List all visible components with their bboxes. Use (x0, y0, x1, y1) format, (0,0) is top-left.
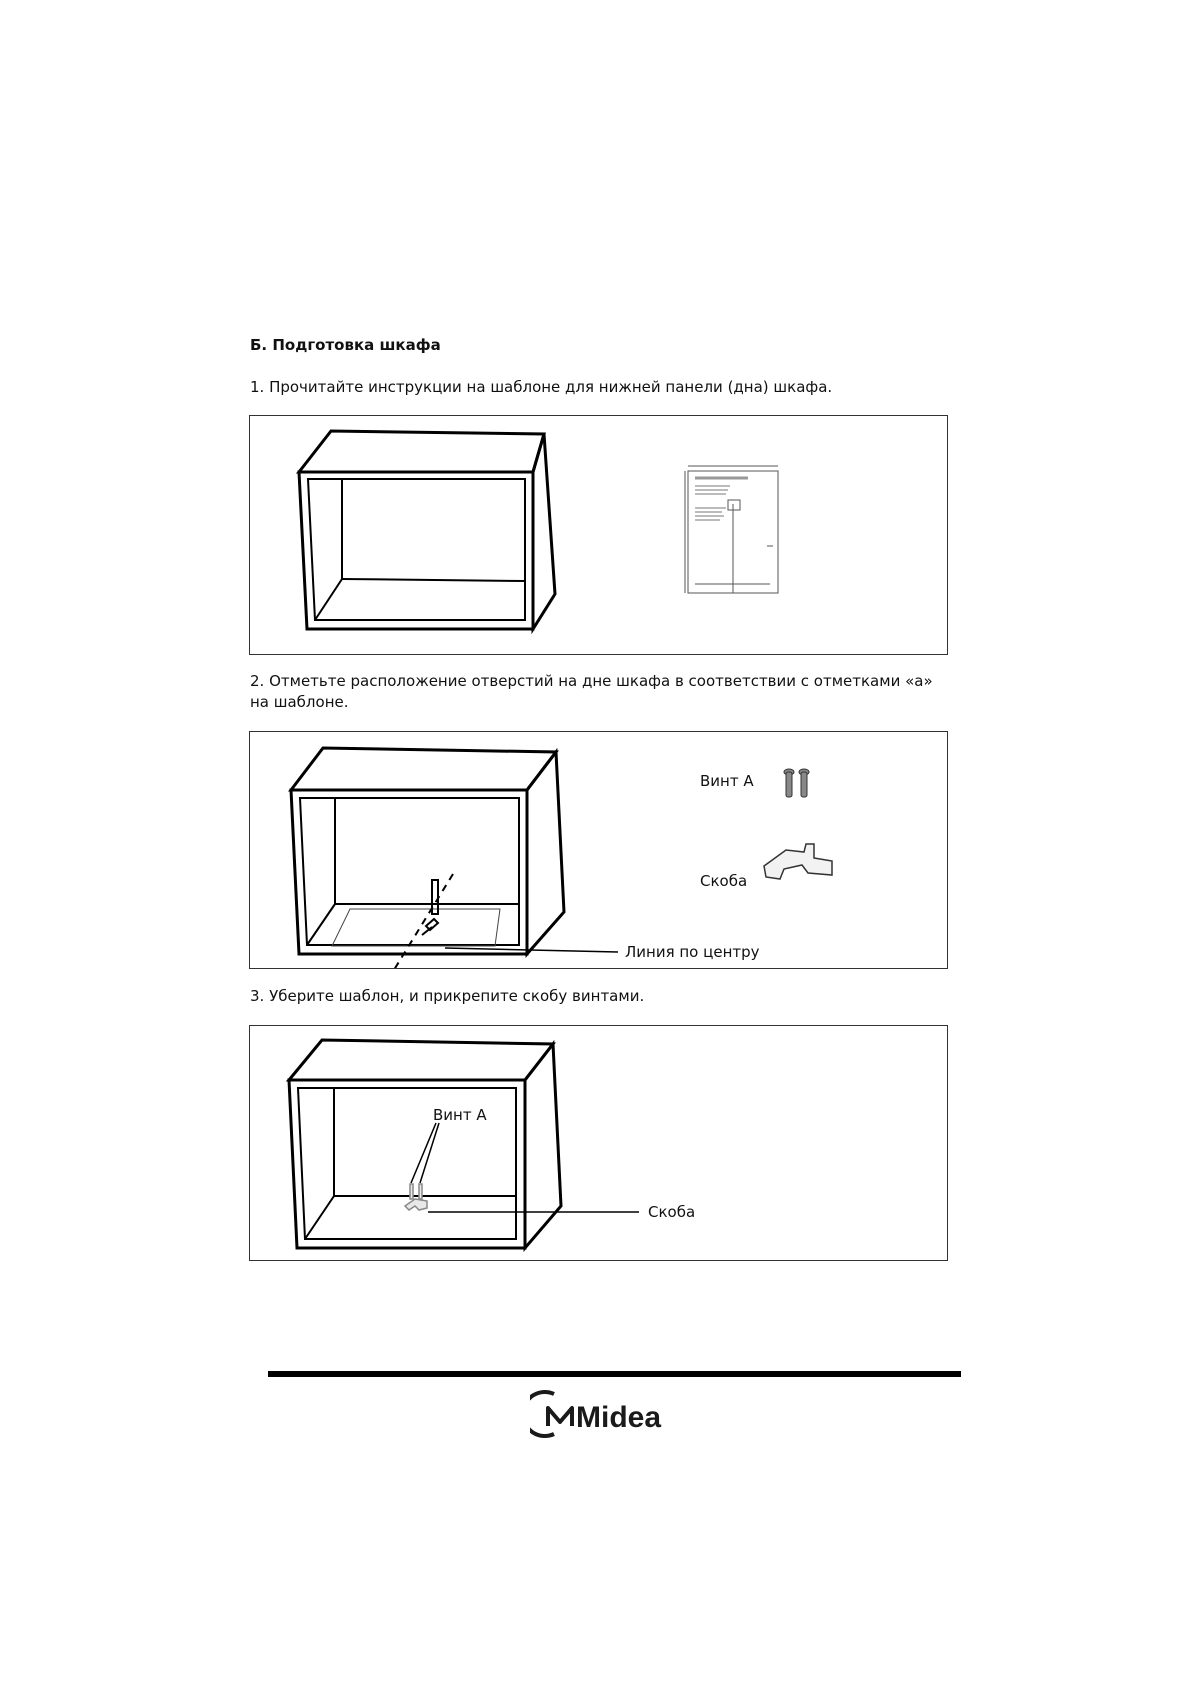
template-on-floor (332, 909, 500, 946)
screw-a-icon (784, 769, 809, 797)
figure-1-drawing (250, 416, 947, 654)
step-3-text: 3. Уберите шаблон, и прикрепите скобу винтами. (250, 987, 645, 1005)
footer-rule (268, 1371, 961, 1377)
brand-logo (530, 1384, 670, 1448)
screw-a-label: Винт А (433, 1106, 487, 1124)
screw-a-label: Винт А (700, 772, 754, 790)
template-sheet-drawing (685, 466, 778, 593)
step-1-text: 1. Прочитайте инструкции на шаблоне для нижней панели (дна) шкафа. (250, 378, 833, 396)
pencil-marker (422, 880, 438, 935)
midea-logo-mark (530, 1384, 670, 1444)
center-line-label: Линия по центру (625, 943, 760, 961)
section-title: Б. Подготовка шкафа (250, 336, 441, 354)
bracket-icon (764, 844, 832, 879)
brand-name: Midea (576, 1401, 662, 1434)
cabinet-outline (291, 748, 564, 954)
figure-2-drawing (250, 732, 947, 968)
figure-1-panel (249, 415, 948, 655)
figure-3-drawing (250, 1026, 947, 1260)
bracket-label: Скоба (700, 872, 748, 890)
cabinet-outline (299, 431, 555, 629)
cabinet-inner (300, 798, 519, 945)
figure-3-panel (249, 1025, 948, 1261)
cabinet-outline (289, 1040, 561, 1248)
step-2-text: 2. Отметьте расположение отверстий на дне шкафа в соответствии с отметками «а» на шаблоне. (250, 672, 933, 711)
screw-leaders (411, 1123, 439, 1183)
bracket-label: Скоба (648, 1203, 696, 1221)
cabinet-inner (308, 479, 525, 620)
figure-2-panel (249, 731, 948, 969)
